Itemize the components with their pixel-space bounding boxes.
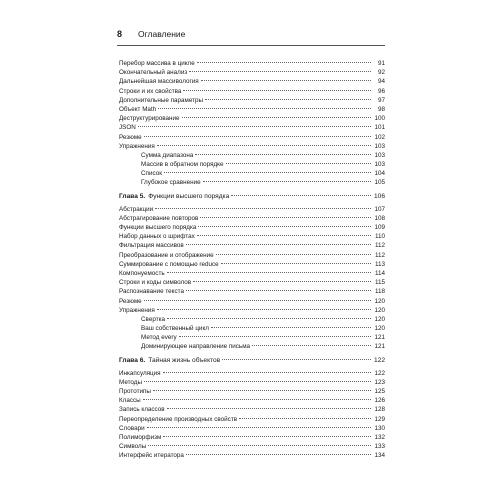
toc-page-number: 129 [374, 415, 385, 423]
dot-leader [231, 195, 371, 196]
toc-entry [119, 87, 385, 96]
toc-page-number: 121 [374, 334, 385, 342]
toc-page-number: 123 [374, 378, 385, 386]
dot-leader [221, 263, 371, 264]
toc-entry-title: Доминирующее направление письма [141, 343, 251, 351]
toc-entry [119, 387, 385, 396]
toc-page-number: 97 [377, 96, 385, 104]
dot-leader [183, 90, 371, 91]
toc-entry [119, 214, 385, 223]
toc-page-number: 96 [377, 87, 385, 95]
toc-entry-title: Инкапсуляция [119, 369, 161, 377]
dot-leader [252, 345, 371, 346]
toc-entry-title: Прототипы [119, 388, 151, 395]
dot-leader [189, 71, 371, 72]
toc-page-number: 103 [374, 142, 385, 150]
dot-leader [163, 372, 371, 373]
toc-entry-title: Упражнения [119, 306, 155, 314]
toc-chapter-heading [119, 355, 385, 366]
toc-page-number: 106 [373, 192, 385, 200]
toc-page-number: 112 [374, 251, 385, 259]
toc-page-number: 98 [377, 105, 385, 113]
dot-leader [179, 336, 371, 337]
toc-page-number: 102 [374, 133, 385, 141]
toc-entry-title: Абстрагирование повторов [119, 214, 199, 222]
toc-page-number: 120 [374, 315, 385, 323]
dot-leader [239, 418, 371, 419]
dot-leader [163, 436, 371, 437]
running-header-title: Оглавление [138, 29, 186, 39]
toc-entry [119, 77, 385, 86]
dot-leader [201, 80, 371, 81]
toc-page-number: 128 [374, 406, 385, 414]
dot-leader [205, 99, 371, 100]
table-of-contents [119, 59, 385, 461]
toc-page-number: 100 [374, 115, 385, 123]
toc-page-number: 122 [373, 356, 385, 364]
toc-page-number: 130 [374, 424, 385, 432]
toc-entry [119, 260, 385, 269]
toc-page-number: 104 [374, 170, 385, 178]
toc-entry-title: Сумма диапазона [141, 151, 194, 159]
dot-leader [153, 390, 371, 391]
header-rule [117, 45, 385, 46]
toc-subentry [119, 169, 385, 178]
dot-leader [167, 408, 371, 409]
dot-leader [143, 399, 371, 400]
toc-entry-title: Переопределение производных свойств [119, 415, 238, 423]
toc-page-number: 118 [374, 288, 385, 296]
toc-entry-title: Строки и их свойства [119, 87, 182, 95]
toc-page-number: 105 [374, 179, 385, 187]
toc-page-number: 94 [377, 78, 385, 86]
dot-leader [138, 126, 371, 127]
dot-leader [148, 445, 371, 446]
toc-entry-title: Окончательный анализ [119, 69, 188, 77]
toc-entry [119, 96, 385, 105]
toc-entry-title: Компонуемость [119, 269, 165, 277]
toc-page-number: 120 [374, 306, 385, 314]
toc-entry-title: Свертка [141, 315, 165, 323]
page-number: 8 [117, 29, 123, 39]
toc-page-number: 91 [377, 60, 385, 67]
dot-leader [200, 217, 371, 218]
toc-page-number: 133 [374, 443, 385, 451]
dot-leader [222, 359, 371, 360]
toc-page-number: 134 [374, 452, 385, 460]
toc-entry-title: Набор данных о шрифтах [119, 233, 195, 241]
toc-entry [119, 251, 385, 260]
toc-entry [119, 133, 385, 142]
dot-leader [147, 427, 371, 428]
toc-entry-title: Функции высшего порядка [119, 224, 197, 231]
dot-leader [193, 281, 371, 282]
toc-entry-title: Полиморфизм [119, 433, 162, 441]
toc-entry-title: Дополнительные параметры [119, 96, 204, 104]
toc-page-number: 103 [374, 161, 385, 169]
toc-entry-title: Ваш собственный цикл [141, 325, 209, 333]
dot-leader [155, 208, 371, 209]
toc-entry-title: Словари [119, 424, 145, 432]
dot-leader [195, 154, 371, 155]
toc-page-number: 109 [374, 224, 385, 231]
toc-entry-title: Суммирование с помощью reduce [119, 260, 219, 268]
dot-leader [211, 327, 371, 328]
toc-entry-title: Запись классов [119, 406, 165, 414]
toc-entry [119, 369, 385, 378]
toc-page-number: 92 [377, 69, 385, 77]
dot-leader [144, 136, 371, 137]
dot-leader [167, 318, 371, 319]
toc-page-number: 126 [374, 397, 385, 405]
toc-entry-title: Распознавание текста [119, 288, 184, 296]
toc-page-number: 110 [374, 233, 385, 241]
dot-leader [216, 254, 371, 255]
toc-entry [119, 142, 385, 151]
toc-page-number: 120 [374, 325, 385, 333]
dot-leader [144, 300, 371, 301]
dot-leader [167, 272, 371, 273]
toc-subentry [119, 160, 385, 169]
dot-leader [198, 226, 371, 227]
toc-entry [119, 306, 385, 315]
dot-leader [197, 235, 371, 236]
toc-page-number: 132 [374, 433, 385, 441]
toc-entry-title: Резюме [119, 133, 142, 141]
toc-entry-title: Абстракции [119, 205, 154, 213]
dot-leader [158, 108, 371, 109]
toc-subentry [119, 178, 385, 187]
toc-entry-title: Символы [119, 443, 147, 451]
toc-entry-title: Список [141, 170, 162, 178]
dot-leader [157, 145, 371, 146]
chapter-label: Глава 6. [119, 356, 146, 364]
toc-entry-title: Дальнейшая массивология [119, 78, 199, 86]
toc-entry-title: Интерфейс итератора [119, 452, 184, 460]
toc-entry [119, 442, 385, 451]
toc-entry-title: Тайная жизнь объектов [148, 356, 221, 364]
dot-leader [157, 309, 371, 310]
toc-page-number: 121 [374, 343, 385, 351]
toc-entry [119, 424, 385, 433]
toc-entry [119, 68, 385, 77]
toc-entry [119, 396, 385, 405]
running-header [117, 29, 385, 41]
toc-entry-title: Резюме [119, 297, 142, 305]
dot-leader [197, 62, 371, 63]
toc-entry [119, 114, 385, 123]
toc-page-number: 112 [374, 242, 385, 250]
toc-entry [119, 451, 385, 460]
toc-entry [119, 105, 385, 114]
toc-page-number: 114 [374, 269, 385, 277]
toc-chapter-heading [119, 191, 385, 202]
toc-page-number: 120 [374, 297, 385, 305]
toc-page-number: 122 [374, 369, 385, 377]
toc-subentry [119, 342, 385, 351]
toc-entry [119, 59, 385, 68]
toc-subentry [119, 315, 385, 324]
toc-entry-title: Глубокое сравнение [141, 179, 201, 187]
toc-entry-title: Метод every [141, 334, 177, 342]
toc-entry-title: Объект Math [119, 105, 157, 113]
toc-page-number: 107 [374, 205, 385, 213]
toc-entry-title: Массив в обратном порядке [141, 161, 224, 169]
toc-entry-title: Методы [119, 378, 142, 386]
toc-entry [119, 433, 385, 442]
toc-entry-title: Классы [119, 397, 141, 405]
toc-subentry [119, 151, 385, 160]
toc-entry [119, 297, 385, 306]
toc-subentry [119, 324, 385, 333]
toc-entry [119, 205, 385, 214]
toc-page-number: 115 [374, 279, 385, 287]
toc-entry [119, 223, 385, 232]
toc-page-number: 101 [374, 124, 385, 132]
toc-entry [119, 123, 385, 132]
toc-entry [119, 278, 385, 287]
dot-leader [182, 117, 371, 118]
toc-entry-title: Преобразование и отображение [119, 251, 214, 259]
toc-entry [119, 415, 385, 424]
toc-entry [119, 378, 385, 387]
dot-leader [164, 172, 371, 173]
toc-entry-title: Перебор массива в цикле [119, 60, 195, 67]
toc-entry [119, 405, 385, 414]
toc-entry-title: Функции высшего порядка [148, 192, 230, 200]
toc-page-number: 125 [374, 388, 385, 395]
toc-entry-title: JSON [119, 124, 136, 132]
toc-entry [119, 241, 385, 250]
chapter-label: Глава 5. [119, 192, 146, 200]
toc-entry [119, 287, 385, 296]
toc-entry-title: Строки и коды символов [119, 279, 192, 287]
dot-leader [186, 244, 371, 245]
toc-page-number: 103 [374, 151, 385, 159]
toc-page-number: 113 [374, 260, 385, 268]
dot-leader [203, 181, 371, 182]
toc-entry [119, 269, 385, 278]
toc-entry-title: Деструктурирование [119, 115, 180, 123]
toc-entry-title: Упражнения [119, 142, 155, 150]
dot-leader [226, 163, 372, 164]
dot-leader [186, 454, 371, 455]
dot-leader [144, 381, 371, 382]
toc-page-number: 108 [374, 214, 385, 222]
toc-subentry [119, 333, 385, 342]
dot-leader [186, 290, 371, 291]
toc-entry-title: Фильтрация массивов [119, 242, 184, 250]
toc-entry [119, 232, 385, 241]
